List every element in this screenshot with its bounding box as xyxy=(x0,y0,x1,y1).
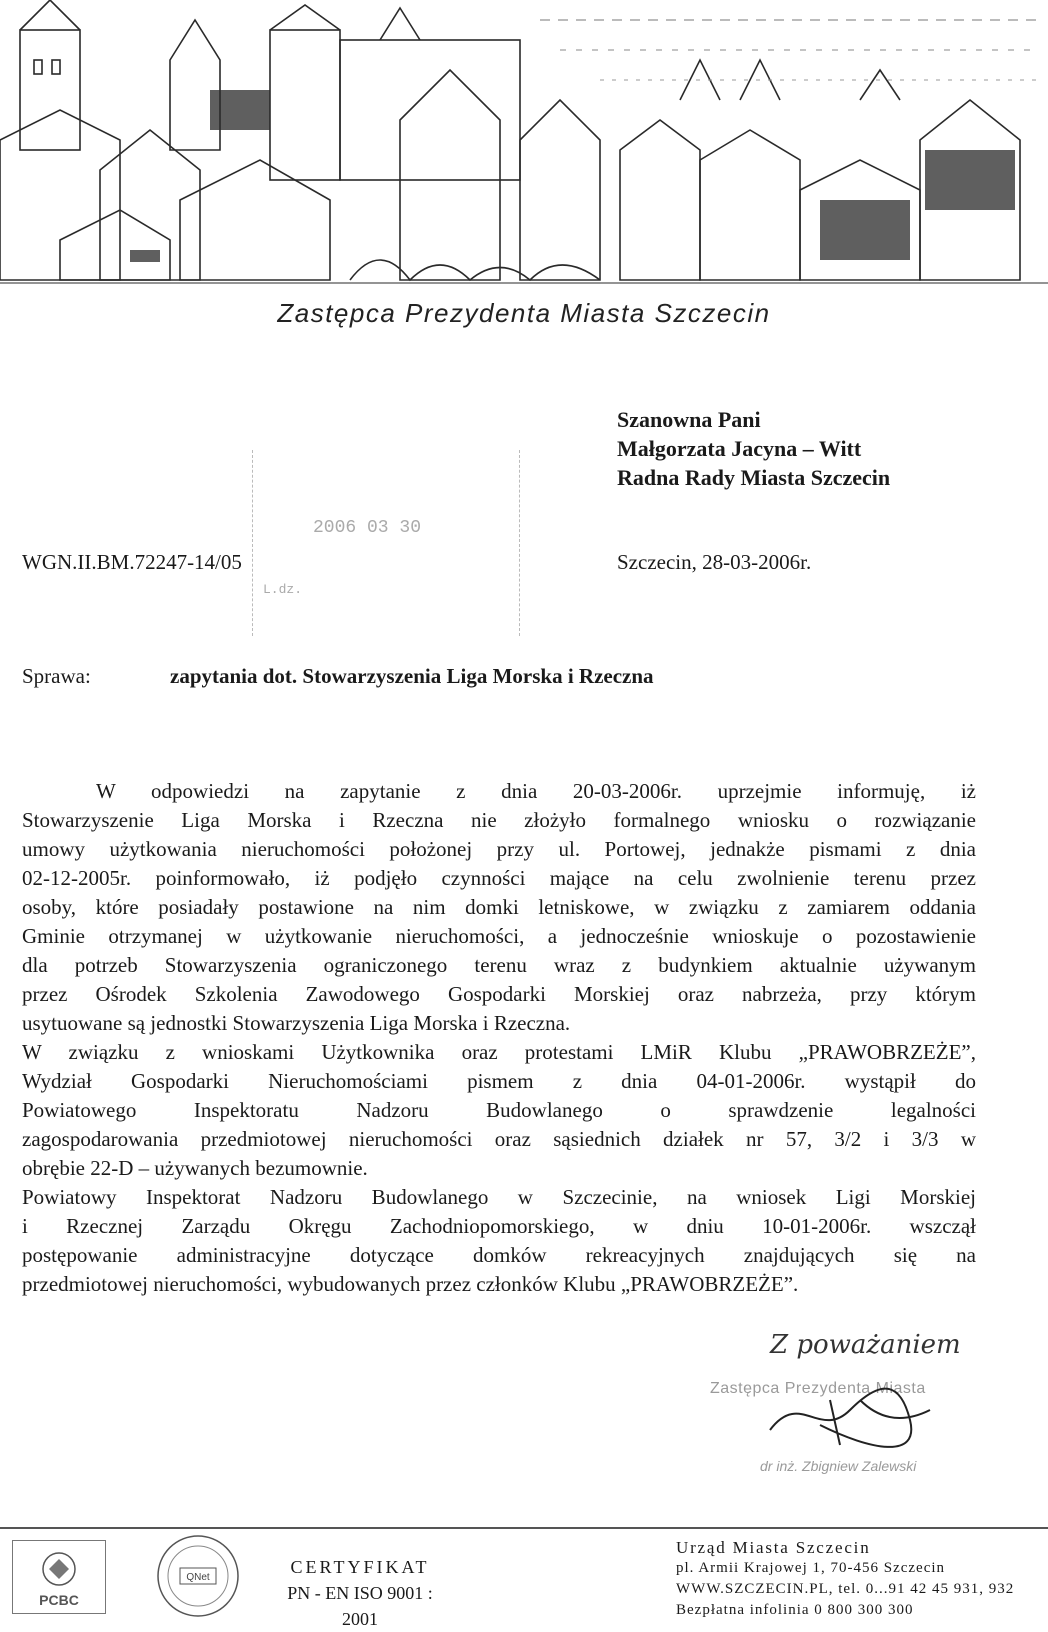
certificate-title: CERTYFIKAT xyxy=(290,1557,430,1577)
reference-number: WGN.II.BM.72247-14/05 xyxy=(22,550,242,574)
body-line: usytuowane są jednostki Stowarzyszenia Liga Morska i Rzeczna. xyxy=(22,1011,571,1035)
recipient-block xyxy=(617,405,890,492)
pcbc-logo xyxy=(12,1540,106,1614)
handwritten-signature xyxy=(760,1370,940,1450)
body-line: umowy użytkowania nieruchomości położonej przy ul. Portowej, jednakże pismami z dnia xyxy=(22,837,976,861)
closing-handwritten: Z poważaniem xyxy=(770,1330,961,1360)
footer-divider xyxy=(0,1527,1048,1529)
pcbc-logo-text: PCBC xyxy=(39,1592,79,1608)
signature-stamp-title: Zastępca Prezydenta Miasta xyxy=(710,1380,926,1397)
recipient-name: Małgorzata Jacyna – Witt xyxy=(617,436,862,461)
body-line: postępowanie administracyjne dotyczące domków rekreacyjnych znajdujących się na xyxy=(22,1243,976,1267)
body-line: osoby, które posiadały postawione na nim domki letniskowe, w związku z zamiarem oddania xyxy=(22,895,976,919)
letter-body xyxy=(22,777,976,1299)
body-line: Powiatowego Inspektoratu Nadzoru Budowlanego o sprawdzenie legalności xyxy=(22,1098,976,1122)
office-title: Zastępca Prezydenta Miasta Szczecin xyxy=(277,298,771,328)
body-line: Stowarzyszenie Liga Morska i Rzeczna nie złożyło formalnego wniosku o rozwiązanie xyxy=(22,808,976,832)
body-line: Powiatowy Inspektorat Nadzoru Budowlanego w Szczecinie, na wniosek Ligi Morskiej xyxy=(22,1185,976,1209)
certificate-block xyxy=(270,1554,450,1632)
body-line: przedmiotowej nieruchomości, wybudowanych przez członków Klubu „PRAWOBRZEŻE”. xyxy=(22,1272,799,1296)
address-line: Bezpłatna infolinia 0 800 300 300 xyxy=(676,1602,914,1618)
seal-text: QNet xyxy=(186,1572,210,1583)
body-line: 02-12-2005r. poinformowało, iż podjęło czynności mające na celu zwolnienie terenu przez xyxy=(22,866,976,890)
stamp-ldz: L.dz. xyxy=(263,582,303,597)
recipient-role: Radna Rady Miasta Szczecin xyxy=(617,465,891,490)
stamp-date: 2006 03 30 xyxy=(313,518,422,538)
body-line: dla potrzeb Stowarzyszenia ograniczonego terenu wraz z budynkiem aktualnie używanym xyxy=(22,953,976,977)
subject-label: Sprawa: xyxy=(22,664,91,688)
body-line: i Rzecznej Zarządu Okręgu Zachodniopomorskiego, w dniu 10-01-2006r. wszczął xyxy=(22,1214,976,1238)
recipient-salutation: Szanowna Pani xyxy=(617,407,761,432)
office-address xyxy=(676,1537,1014,1621)
address-line: Urząd Miasta Szczecin xyxy=(676,1538,871,1557)
body-line: W związku z wnioskami Użytkownika oraz protestami LMiR Klubu „PRAWOBRZEŻE”, xyxy=(22,1040,976,1064)
body-line: przez Ośrodek Szkolenia Zawodowego Gospodarki Morskiej oraz nabrzeża, przy którym xyxy=(22,982,976,1006)
body-line: Gminie otrzymanej w użytkowanie nieruchomości, a jednocześnie wnioskuje o pozostawienie xyxy=(22,924,976,948)
registration-stamp xyxy=(252,450,520,636)
body-line: Wydział Gospodarki Nieruchomościami pismem z dnia 04-01-2006r. wystąpił do xyxy=(22,1069,976,1093)
address-line: pl. Armii Krajowej 1, 70-456 Szczecin xyxy=(676,1560,946,1576)
body-line: W odpowiedzi na zapytanie z dnia 20-03-2006r. uprzejmie informuję, iż xyxy=(96,779,976,803)
szczecin-skyline-engraving xyxy=(0,0,1048,292)
body-line: zagospodarowania przedmiotowej nieruchomości oraz sąsiednich działek nr 57, 3/2 i 3/3 w xyxy=(22,1127,976,1151)
address-line: WWW.SZCZECIN.PL, tel. 0...91 42 45 931, 932 xyxy=(676,1581,1015,1597)
qnet-certified-seal xyxy=(154,1532,242,1620)
eagle-emblem-icon xyxy=(13,1541,105,1613)
signatory-name: dr inż. Zbigniew Zalewski xyxy=(760,1458,917,1474)
signature-block xyxy=(700,1330,1000,1480)
place-date: Szczecin, 28-03-2006r. xyxy=(617,550,812,574)
body-line: obrębie 22-D – używanych bezumownie. xyxy=(22,1156,368,1180)
subject-text: zapytania dot. Stowarzyszenia Liga Morska i Rzeczna xyxy=(170,664,654,688)
certificate-standard: PN - EN ISO 9001 : 2001 xyxy=(287,1583,433,1629)
